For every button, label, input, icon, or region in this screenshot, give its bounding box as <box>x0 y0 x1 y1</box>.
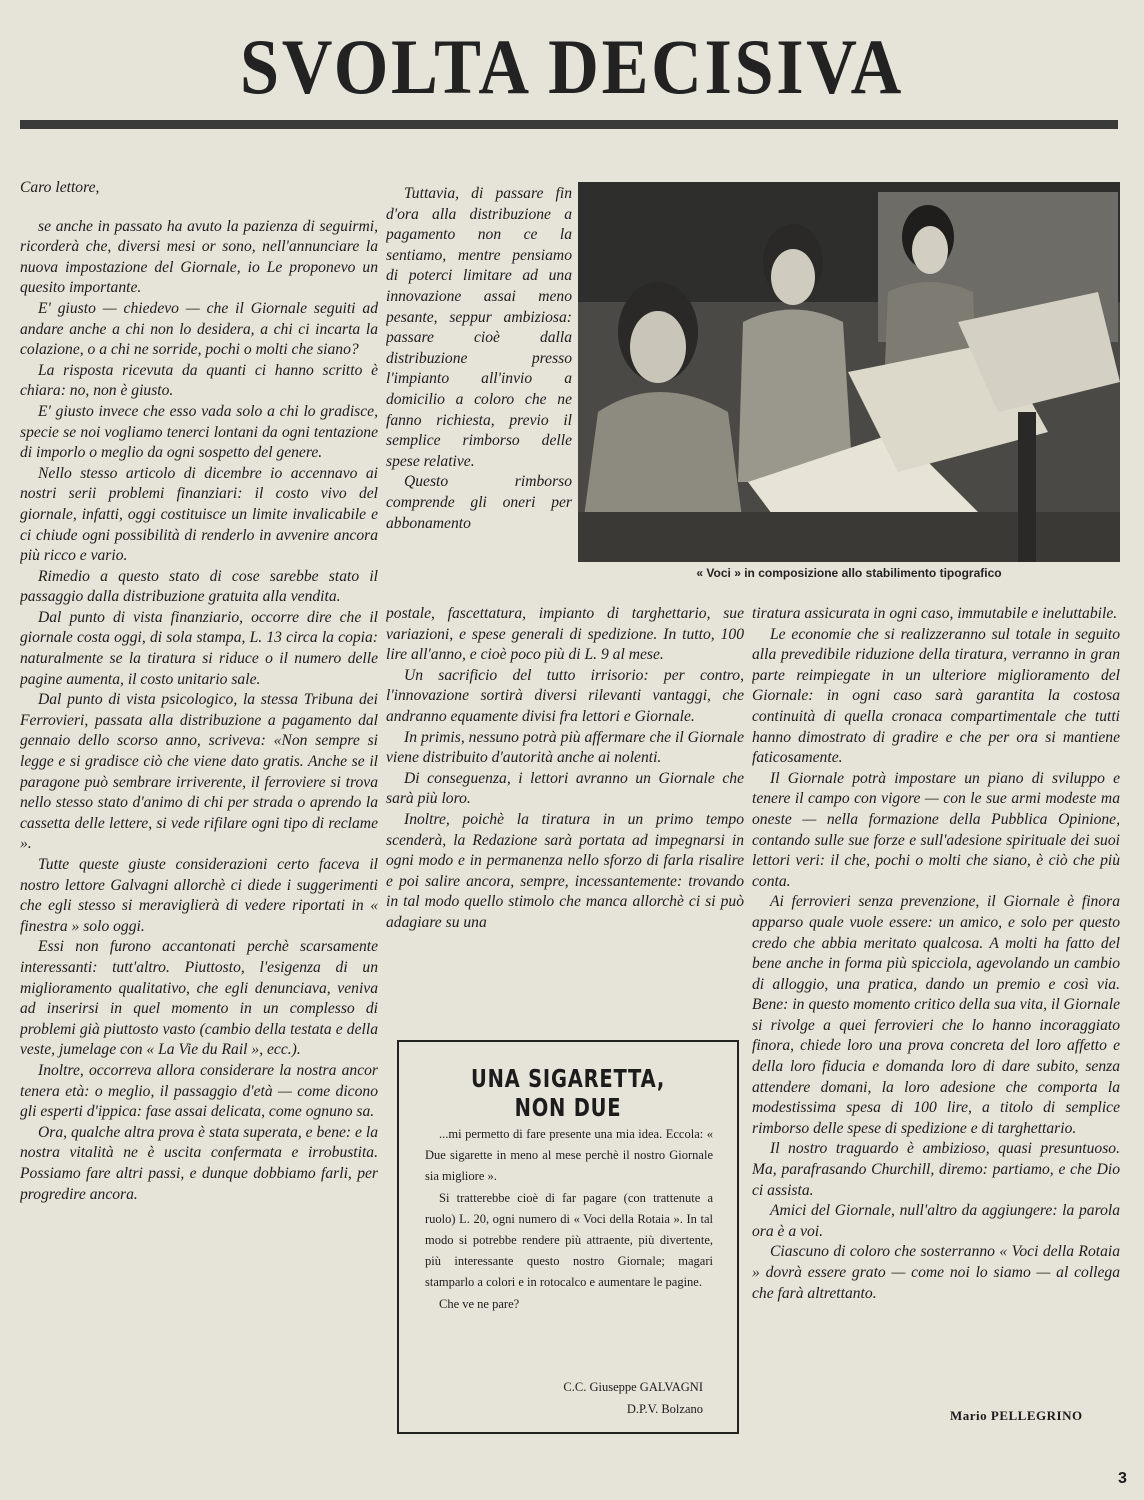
paragraph: La risposta ricevuta da quanti ci hanno scritto è chiara: no, non è giusto. <box>20 361 378 400</box>
salutation: Caro lettore, <box>20 179 100 196</box>
letter-box-body <box>425 1124 713 1315</box>
paragraph: postale, fascettatura, impianto di targhettario, sue variazioni, e spese generali di spedizione. In tutto, 100 lire all'anno, e cioè poco più di L. 9 al mese. <box>386 605 744 664</box>
article-column-2 <box>386 184 572 604</box>
paragraph: tiratura assicurata in ogni caso, immutabile e ineluttabile. <box>752 605 1118 622</box>
paragraph: Le economie che si realizzeranno sul totale in seguito alla prevedibile riduzione della tiratura, verranno in gran parte reimpiegate in un ulteriore miglioramento del Giornale: in ogni caso sarà garantita la costosa continuità di quella cronaca compartimentale che tutti hanno dimostrato di gradire e che per ora si mantiene faticosamente. <box>752 625 1120 767</box>
paragraph: Tutte queste giuste considerazioni certo faceva il nostro lettore Galvagni allorchè ci diede i suggerimenti che egli stesso si meraviglierà di vedere riportati in « finestra » solo oggi. <box>20 856 378 935</box>
letter-box-title: UNA SIGARETTA, NON DUE <box>470 1064 666 1122</box>
paragraph: Ciascuno di coloro che sosterranno « Voci della Rotaia » dovrà essere grato — come noi lo siamo — al collega che farà altrettanto. <box>752 1243 1120 1302</box>
paragraph: Che ve ne pare? <box>439 1296 520 1311</box>
paragraph: Il Giornale potrà impostare un piano di sviluppo e tenere il campo con vigore — con le sue armi modeste ma oneste — nella formazione della Pubblica Opinione, contando sulle sue forze e sull'adesione spirituale dei suoi lettori veri: il che, pochi o molti che siano, è ciò che più conta. <box>752 769 1120 890</box>
page-headline: SVOLTA DECISIVA <box>239 23 905 110</box>
page-number: 3 <box>1118 1470 1127 1487</box>
paragraph: Ai ferrovieri senza prevenzione, il Giornale è finora apparso quale vuole essere: un amico, e solo per questo credo che abbia meritato qualcosa. A molti ha fatto del bene anche in forma più spicciola, agevolando un cambio di alloggio, una pratica, dando un premio e così via. Bene: in questo momento critico della sua vita, il Giornale si rivolge a quei ferrovieri che lo hanno incoraggiato finora, chiede loro una prova concreta del loro affetto e della loro fiducia e domanda loro di dare subito, senza attendere domani, la loro adesione che comporta la modestissima spesa di 100 lire, a titolo di semplice rimborso delle spese di spedizione e di targhettario. <box>752 893 1120 1137</box>
article-column-1 <box>20 178 378 1478</box>
article-author: Mario PELLEGRINO <box>950 1408 1083 1423</box>
paragraph: Il nostro traguardo è ambizioso, quasi presuntuoso. Ma, parafrasando Churchill, diremo: partiamo, e che Dio ci assista. <box>752 1140 1120 1199</box>
photo-illustration <box>578 182 1120 562</box>
paragraph: E' giusto — chiedevo — che il Giornale seguiti ad andare anche a chi non lo desidera, a chi ci incarta la colazione, o a chi ne sorride, pochi o molti che siano? <box>20 299 378 359</box>
paragraph: Ora, qualche altra prova è stata superata, e bene: e la nostra vitalità ne è uscita confermata e irrobustita. Possiamo fare altri passi, e dunque dobbiamo farli, per progredire ancora. <box>20 1123 378 1203</box>
paragraph: Un sacrificio del tutto irrisorio: per contro, l'innovazione sortirà diversi rilevanti vantaggi, che andranno equamente divisi fra lettori e Giornale. <box>386 666 744 725</box>
paragraph: E' giusto invece che esso vada solo a chi lo gradisce, specie se noi vogliamo tenerci lontani da ogni tentazione di imporlo o meglio da ogni sospetto del genere. <box>20 402 378 462</box>
article-column-3 <box>752 604 1120 1476</box>
paragraph: se anche in passato ha avuto la pazienza di seguirmi, ricorderà che, diversi mesi or sono, nell'annunciare la nuova impostazione del Giornale, io Le proponevo un quesito importante. <box>20 217 378 297</box>
paragraph: Dal punto di vista finanziario, occorre dire che il giornale costa oggi, di sola stampa, L. 13 circa la copia: naturalmente se la tiratura si riduce o il numero delle pagine aumenta, il costo unitario sale. <box>20 608 378 688</box>
letter-signature-name: C.C. Giuseppe GALVAGNI <box>563 1380 703 1394</box>
paragraph: Nello stesso articolo di dicembre io accennavo ai nostri serii problemi finanziari: il costo vivo del giornale, infatti, oggi costituisce un limite invalicabile e ci chiude ogni possibilità di renderlo in avvenire ancora più ricco e vario. <box>20 464 378 565</box>
headline-rule <box>20 120 1118 129</box>
paragraph: Essi non furono accantonati perchè scarsamente interessanti: tutt'altro. Piuttosto, l'esigenza di un miglioramento qualitativo, che egli denunciava, veniva ad inserirsi in quel momento in un complesso di problemi già piuttosto vasto (cambio della testata e della veste, jumelage con « La Vie du Rail », ecc.). <box>20 938 378 1059</box>
paragraph: Rimedio a questo stato di cose sarebbe stato il passaggio dalla distribuzione gratuita alla vendita. <box>20 567 378 606</box>
paragraph: Amici del Giornale, null'altro da aggiungere: la parola ora è a voi. <box>752 1202 1120 1240</box>
paragraph: Dal punto di vista psicologico, la stessa Tribuna dei Ferrovieri, passata alla distribuzione a pagamento dal gennaio dello scorso anno, scriveva: «Non sempre si legge e si gradisce ciò che viene dato gratis. Anche se il paragone può sembrare irriverente, il ferroviere si trova nello stesso stato d'animo di chi per strada o aprendo la cassetta delle lettere, si vede rifilare ogni tipo di reclame ». <box>20 691 378 853</box>
paragraph: Di conseguenza, i lettori avranno un Giornale che sarà più loro. <box>386 769 744 808</box>
paragraph: Inoltre, occorreva allora considerare la nostra ancor tenera età: o meglio, il passaggio d'età — come dicono gli esperti d'ippica: fase assai delicata, come ognuno sa. <box>20 1061 378 1121</box>
letter-box <box>397 1040 739 1434</box>
paragraph: Questo rimborso comprende gli oneri per abbonamento <box>386 473 572 532</box>
paragraph: ...mi permetto di fare presente una mia idea. Eccola: « Due sigarette in meno al mese perchè il nostro Giornale sia migliore ». <box>425 1127 713 1184</box>
article-column-2-continued <box>386 604 744 1004</box>
printing-plant-photo <box>578 182 1120 562</box>
photo-caption: « Voci » in composizione allo stabilimento tipografico <box>696 566 1002 580</box>
paragraph: In primis, nessuno potrà più affermare che il Giornale viene distribuito d'autorità anche ai nolenti. <box>386 728 744 767</box>
paragraph: Inoltre, poichè la tiratura in un primo tempo scenderà, la Redazione sarà portata ad impegnarsi in ogni modo e in permanenza nello sforzo di farla risalire e poi salire ancora, sempre, incessantemente: trovando in tal modo quello stimolo che manca allorchè ci si può adagiare su una <box>386 810 744 931</box>
paragraph: Si tratterebbe cioè di far pagare (con trattenute a ruolo) L. 20, ogni numero di « Voci della Rotaia ». In tal modo si potrebbe rendere più attraente, più divertente, più interessante questo nostro Giornale; magari stamparlo a colori e in rotocalco e aumentare le pagine. <box>425 1190 713 1290</box>
paragraph: Tuttavia, di passare fin d'ora alla distribuzione a pagamento non ce la sentiamo, mentre pensiamo di poterci limitare ad una innovazione assai meno pesante, seppur ambiziosa: passare cioè dalla distribuzione presso l'impianto all'invio a domicilio a coloro che ne fanno richiesta, previo il semplice rimborso delle spese relative. <box>386 185 572 470</box>
letter-signature-place: D.P.V. Bolzano <box>626 1402 703 1416</box>
